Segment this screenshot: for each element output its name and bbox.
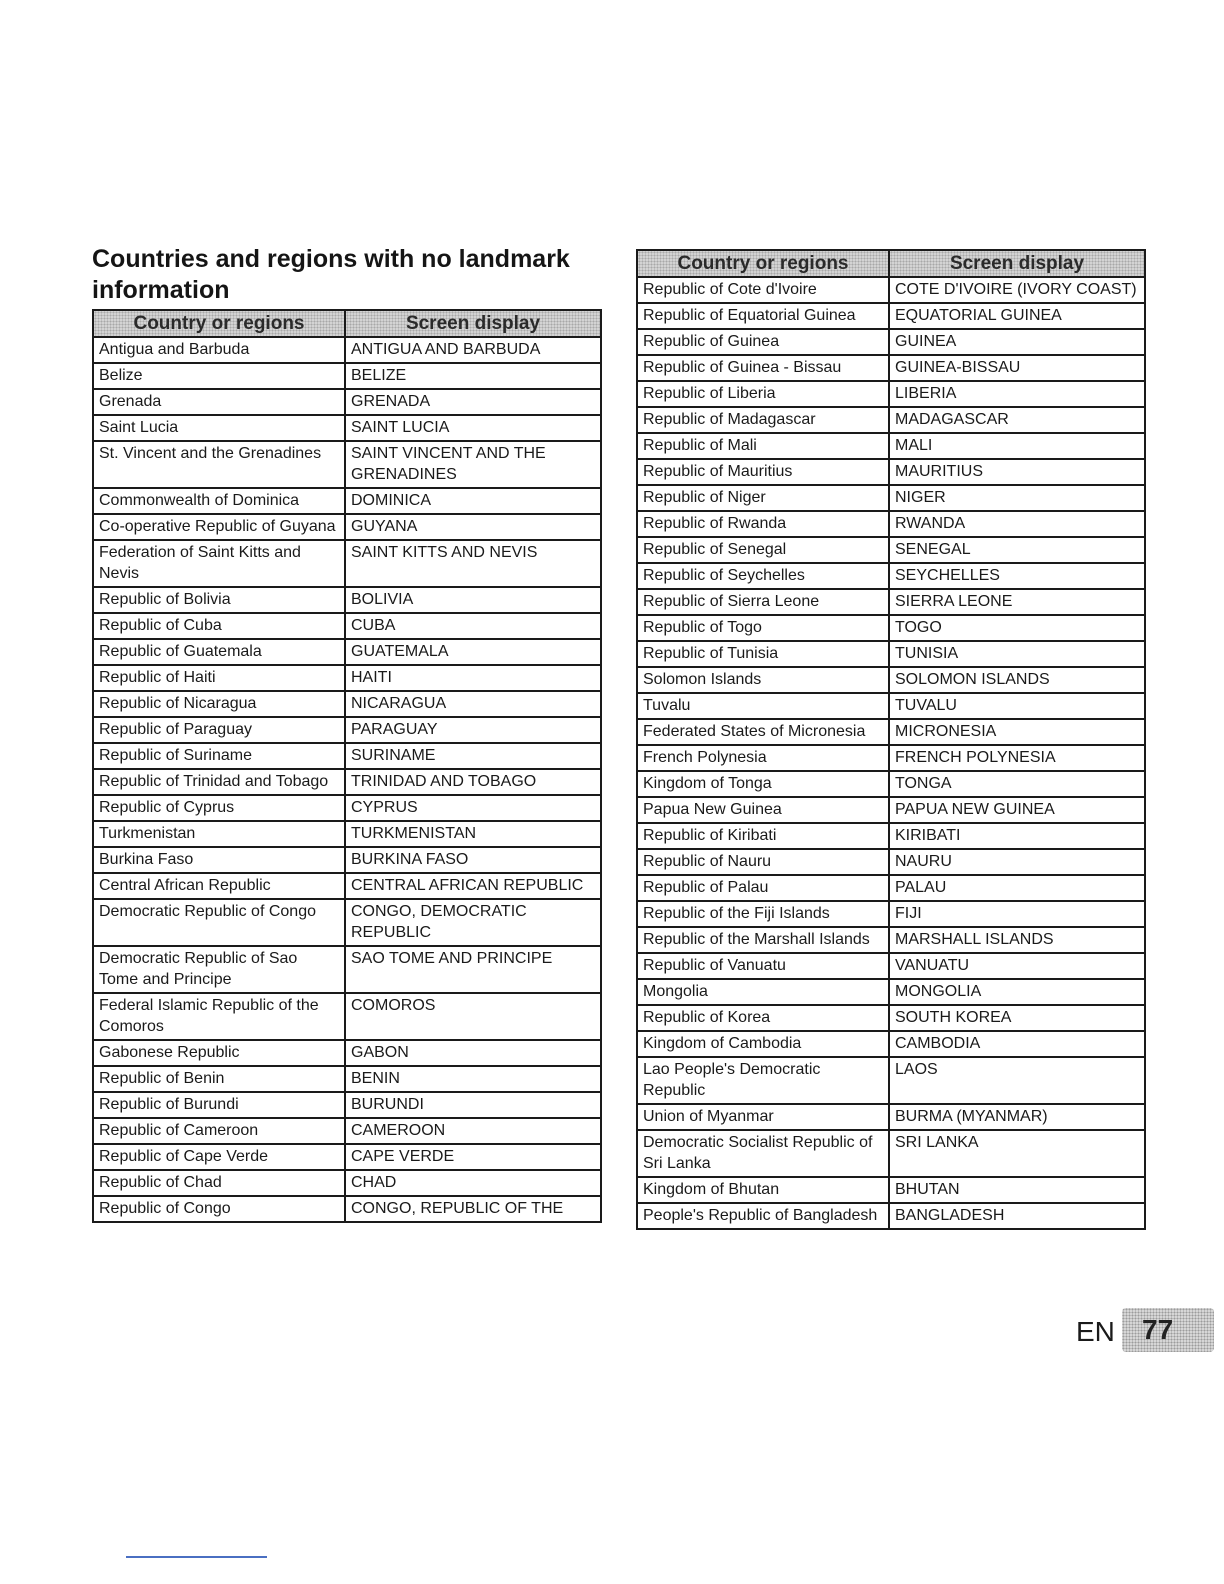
country-cell: Central African Republic xyxy=(93,873,345,899)
country-cell: Turkmenistan xyxy=(93,821,345,847)
country-cell: Republic of Mauritius xyxy=(637,459,889,485)
country-cell: Republic of Cape Verde xyxy=(93,1144,345,1170)
table-row xyxy=(637,1104,1145,1130)
table-row xyxy=(637,901,1145,927)
display-cell: MICRONESIA xyxy=(889,719,1145,745)
country-cell: Republic of Sierra Leone xyxy=(637,589,889,615)
table-row xyxy=(93,415,601,441)
country-cell: Republic of Chad xyxy=(93,1170,345,1196)
column-header-country: Country or regions xyxy=(93,310,345,337)
display-cell: LIBERIA xyxy=(889,381,1145,407)
country-cell: Co-operative Republic of Guyana xyxy=(93,514,345,540)
country-cell: Commonwealth of Dominica xyxy=(93,488,345,514)
table-row xyxy=(93,613,601,639)
country-cell: Kingdom of Bhutan xyxy=(637,1177,889,1203)
country-cell: Tuvalu xyxy=(637,693,889,719)
table-row xyxy=(637,537,1145,563)
display-cell: COTE D'IVOIRE (IVORY COAST) xyxy=(889,277,1145,303)
table-row xyxy=(637,693,1145,719)
display-cell: TONGA xyxy=(889,771,1145,797)
display-cell: SENEGAL xyxy=(889,537,1145,563)
country-cell: Republic of Korea xyxy=(637,1005,889,1031)
table-body xyxy=(637,277,1145,1229)
country-cell: Republic of Congo xyxy=(93,1196,345,1222)
display-cell: CONGO, DEMOCRATIC REPUBLIC xyxy=(345,899,601,946)
table-row xyxy=(637,927,1145,953)
country-cell: Federal Islamic Republic of the Comoros xyxy=(93,993,345,1040)
country-cell: Republic of Liberia xyxy=(637,381,889,407)
section-heading: Countries and regions with no landmark information xyxy=(92,245,570,304)
country-cell: Republic of Palau xyxy=(637,875,889,901)
display-cell: RWANDA xyxy=(889,511,1145,537)
country-cell: Republic of Madagascar xyxy=(637,407,889,433)
country-cell: Kingdom of Cambodia xyxy=(637,1031,889,1057)
country-cell: Federated States of Micronesia xyxy=(637,719,889,745)
table-row xyxy=(637,1005,1145,1031)
country-cell: St. Vincent and the Grenadines xyxy=(93,441,345,488)
display-cell: MARSHALL ISLANDS xyxy=(889,927,1145,953)
country-cell: Saint Lucia xyxy=(93,415,345,441)
country-cell: Republic of Haiti xyxy=(93,665,345,691)
table-row xyxy=(637,329,1145,355)
table-row xyxy=(637,615,1145,641)
display-cell: SAINT VINCENT AND THE GRENADINES xyxy=(345,441,601,488)
display-cell: SEYCHELLES xyxy=(889,563,1145,589)
table-row xyxy=(93,1144,601,1170)
table-row xyxy=(637,719,1145,745)
display-cell: SAINT KITTS AND NEVIS xyxy=(345,540,601,587)
table-row xyxy=(93,363,601,389)
display-cell: PARAGUAY xyxy=(345,717,601,743)
table-row xyxy=(637,745,1145,771)
country-cell: Republic of Cuba xyxy=(93,613,345,639)
display-cell: TUNISIA xyxy=(889,641,1145,667)
column-header-display: Screen display xyxy=(345,310,601,337)
display-cell: MALI xyxy=(889,433,1145,459)
country-cell: Republic of Cyprus xyxy=(93,795,345,821)
table-row xyxy=(637,303,1145,329)
table-row xyxy=(93,821,601,847)
display-cell: CUBA xyxy=(345,613,601,639)
display-cell: TRINIDAD AND TOBAGO xyxy=(345,769,601,795)
table-row xyxy=(93,488,601,514)
country-cell: Democratic Republic of Sao Tome and Principe xyxy=(93,946,345,993)
country-cell: Gabonese Republic xyxy=(93,1040,345,1066)
table-row xyxy=(93,1196,601,1222)
table-row xyxy=(637,1031,1145,1057)
display-cell: SAO TOME AND PRINCIPE xyxy=(345,946,601,993)
country-cell: Republic of Cote d'Ivoire xyxy=(637,277,889,303)
country-cell: Grenada xyxy=(93,389,345,415)
display-cell: NICARAGUA xyxy=(345,691,601,717)
table-header-row xyxy=(93,310,601,337)
country-cell: Burkina Faso xyxy=(93,847,345,873)
country-cell: Republic of Senegal xyxy=(637,537,889,563)
table-body xyxy=(93,337,601,1222)
country-cell: Democratic Republic of Congo xyxy=(93,899,345,946)
footer-rule xyxy=(126,1556,267,1558)
display-cell: MAURITIUS xyxy=(889,459,1145,485)
country-cell: Republic of Vanuatu xyxy=(637,953,889,979)
country-cell: Republic of Equatorial Guinea xyxy=(637,303,889,329)
country-cell: Papua New Guinea xyxy=(637,797,889,823)
display-cell: CAPE VERDE xyxy=(345,1144,601,1170)
table-row xyxy=(93,847,601,873)
display-cell: BOLIVIA xyxy=(345,587,601,613)
table-row xyxy=(93,540,601,587)
country-cell: Republic of Tunisia xyxy=(637,641,889,667)
table-row xyxy=(93,441,601,488)
display-cell: BENIN xyxy=(345,1066,601,1092)
country-cell: Union of Myanmar xyxy=(637,1104,889,1130)
country-cell: Belize xyxy=(93,363,345,389)
page-number: 77 xyxy=(1122,1308,1214,1352)
table-row xyxy=(637,407,1145,433)
country-cell: Republic of Burundi xyxy=(93,1092,345,1118)
display-cell: SOUTH KOREA xyxy=(889,1005,1145,1031)
display-cell: BURKINA FASO xyxy=(345,847,601,873)
country-cell: Republic of Bolivia xyxy=(93,587,345,613)
country-cell: Federation of Saint Kitts and Nevis xyxy=(93,540,345,587)
country-cell: Republic of Nicaragua xyxy=(93,691,345,717)
table-row xyxy=(637,641,1145,667)
display-cell: GUATEMALA xyxy=(345,639,601,665)
table-row xyxy=(93,639,601,665)
table-row xyxy=(637,589,1145,615)
table-row xyxy=(93,873,601,899)
table-row xyxy=(637,953,1145,979)
table-row xyxy=(637,511,1145,537)
table-row xyxy=(93,665,601,691)
table-row xyxy=(637,485,1145,511)
table-row xyxy=(637,277,1145,303)
country-cell: Antigua and Barbuda xyxy=(93,337,345,363)
table-row xyxy=(93,1092,601,1118)
display-cell: CAMEROON xyxy=(345,1118,601,1144)
display-cell: CENTRAL AFRICAN REPUBLIC xyxy=(345,873,601,899)
table-row xyxy=(93,1118,601,1144)
country-cell: Republic of Suriname xyxy=(93,743,345,769)
table-row xyxy=(637,1177,1145,1203)
table-row xyxy=(637,979,1145,1005)
table-row xyxy=(93,1170,601,1196)
display-cell: NAURU xyxy=(889,849,1145,875)
display-cell: BHUTAN xyxy=(889,1177,1145,1203)
display-cell: CYPRUS xyxy=(345,795,601,821)
country-cell: Republic of Kiribati xyxy=(637,823,889,849)
display-cell: KIRIBATI xyxy=(889,823,1145,849)
display-cell: FIJI xyxy=(889,901,1145,927)
display-cell: GRENADA xyxy=(345,389,601,415)
table-row xyxy=(93,691,601,717)
table-row xyxy=(93,899,601,946)
table-row xyxy=(637,797,1145,823)
display-cell: LAOS xyxy=(889,1057,1145,1104)
language-label: EN xyxy=(1076,1316,1115,1347)
table-header-row xyxy=(637,250,1145,277)
table-row xyxy=(93,717,601,743)
table-row xyxy=(637,459,1145,485)
table-row xyxy=(637,875,1145,901)
landmark-table-right xyxy=(636,249,1146,1230)
table-row xyxy=(637,1130,1145,1177)
country-cell: Republic of the Marshall Islands xyxy=(637,927,889,953)
table-row xyxy=(637,355,1145,381)
table-row xyxy=(93,337,601,363)
country-cell: Republic of the Fiji Islands xyxy=(637,901,889,927)
table-row xyxy=(637,823,1145,849)
country-cell: People's Republic of Bangladesh xyxy=(637,1203,889,1229)
country-cell: Solomon Islands xyxy=(637,667,889,693)
country-cell: Republic of Mali xyxy=(637,433,889,459)
country-cell: Republic of Guinea - Bissau xyxy=(637,355,889,381)
table-row xyxy=(93,1066,601,1092)
display-cell: ANTIGUA AND BARBUDA xyxy=(345,337,601,363)
display-cell: VANUATU xyxy=(889,953,1145,979)
country-cell: Republic of Seychelles xyxy=(637,563,889,589)
table-row xyxy=(93,946,601,993)
display-cell: HAITI xyxy=(345,665,601,691)
table-row xyxy=(637,433,1145,459)
display-cell: GUYANA xyxy=(345,514,601,540)
country-cell: Republic of Nauru xyxy=(637,849,889,875)
country-cell: Republic of Niger xyxy=(637,485,889,511)
table-row xyxy=(93,993,601,1040)
display-cell: PAPUA NEW GUINEA xyxy=(889,797,1145,823)
table-row xyxy=(93,587,601,613)
landmark-table-left xyxy=(92,309,602,1223)
display-cell: PALAU xyxy=(889,875,1145,901)
table-row xyxy=(93,743,601,769)
table-row xyxy=(637,667,1145,693)
display-cell: SURINAME xyxy=(345,743,601,769)
display-cell: FRENCH POLYNESIA xyxy=(889,745,1145,771)
display-cell: BELIZE xyxy=(345,363,601,389)
display-cell: DOMINICA xyxy=(345,488,601,514)
table-row xyxy=(93,389,601,415)
country-cell: Republic of Benin xyxy=(93,1066,345,1092)
display-cell: SOLOMON ISLANDS xyxy=(889,667,1145,693)
country-cell: Republic of Guatemala xyxy=(93,639,345,665)
column-header-display: Screen display xyxy=(889,250,1145,277)
country-cell: Mongolia xyxy=(637,979,889,1005)
country-cell: Republic of Paraguay xyxy=(93,717,345,743)
display-cell: SRI LANKA xyxy=(889,1130,1145,1177)
display-cell: TURKMENISTAN xyxy=(345,821,601,847)
country-cell: Democratic Socialist Republic of Sri Lanka xyxy=(637,1130,889,1177)
country-cell: Republic of Trinidad and Tobago xyxy=(93,769,345,795)
display-cell: TOGO xyxy=(889,615,1145,641)
table-row xyxy=(93,769,601,795)
display-cell: BURUNDI xyxy=(345,1092,601,1118)
table-row xyxy=(637,1203,1145,1229)
display-cell: GABON xyxy=(345,1040,601,1066)
country-cell: Republic of Guinea xyxy=(637,329,889,355)
table-row xyxy=(637,849,1145,875)
display-cell: CONGO, REPUBLIC OF THE xyxy=(345,1196,601,1222)
table-row xyxy=(93,514,601,540)
table-row xyxy=(637,563,1145,589)
display-cell: TUVALU xyxy=(889,693,1145,719)
display-cell: CHAD xyxy=(345,1170,601,1196)
display-cell: MADAGASCAR xyxy=(889,407,1145,433)
country-cell: French Polynesia xyxy=(637,745,889,771)
display-cell: MONGOLIA xyxy=(889,979,1145,1005)
country-cell: Lao People's Democratic Republic xyxy=(637,1057,889,1104)
country-cell: Republic of Cameroon xyxy=(93,1118,345,1144)
country-cell: Republic of Togo xyxy=(637,615,889,641)
table-row xyxy=(637,381,1145,407)
table-row xyxy=(93,1040,601,1066)
display-cell: NIGER xyxy=(889,485,1145,511)
display-cell: SIERRA LEONE xyxy=(889,589,1145,615)
display-cell: CAMBODIA xyxy=(889,1031,1145,1057)
display-cell: BANGLADESH xyxy=(889,1203,1145,1229)
display-cell: BURMA (MYANMAR) xyxy=(889,1104,1145,1130)
table-row xyxy=(637,771,1145,797)
display-cell: GUINEA xyxy=(889,329,1145,355)
display-cell: EQUATORIAL GUINEA xyxy=(889,303,1145,329)
display-cell: COMOROS xyxy=(345,993,601,1040)
country-cell: Republic of Rwanda xyxy=(637,511,889,537)
display-cell: GUINEA-BISSAU xyxy=(889,355,1145,381)
table-row xyxy=(93,795,601,821)
country-cell: Kingdom of Tonga xyxy=(637,771,889,797)
display-cell: SAINT LUCIA xyxy=(345,415,601,441)
column-header-country: Country or regions xyxy=(637,250,889,277)
table-row xyxy=(637,1057,1145,1104)
